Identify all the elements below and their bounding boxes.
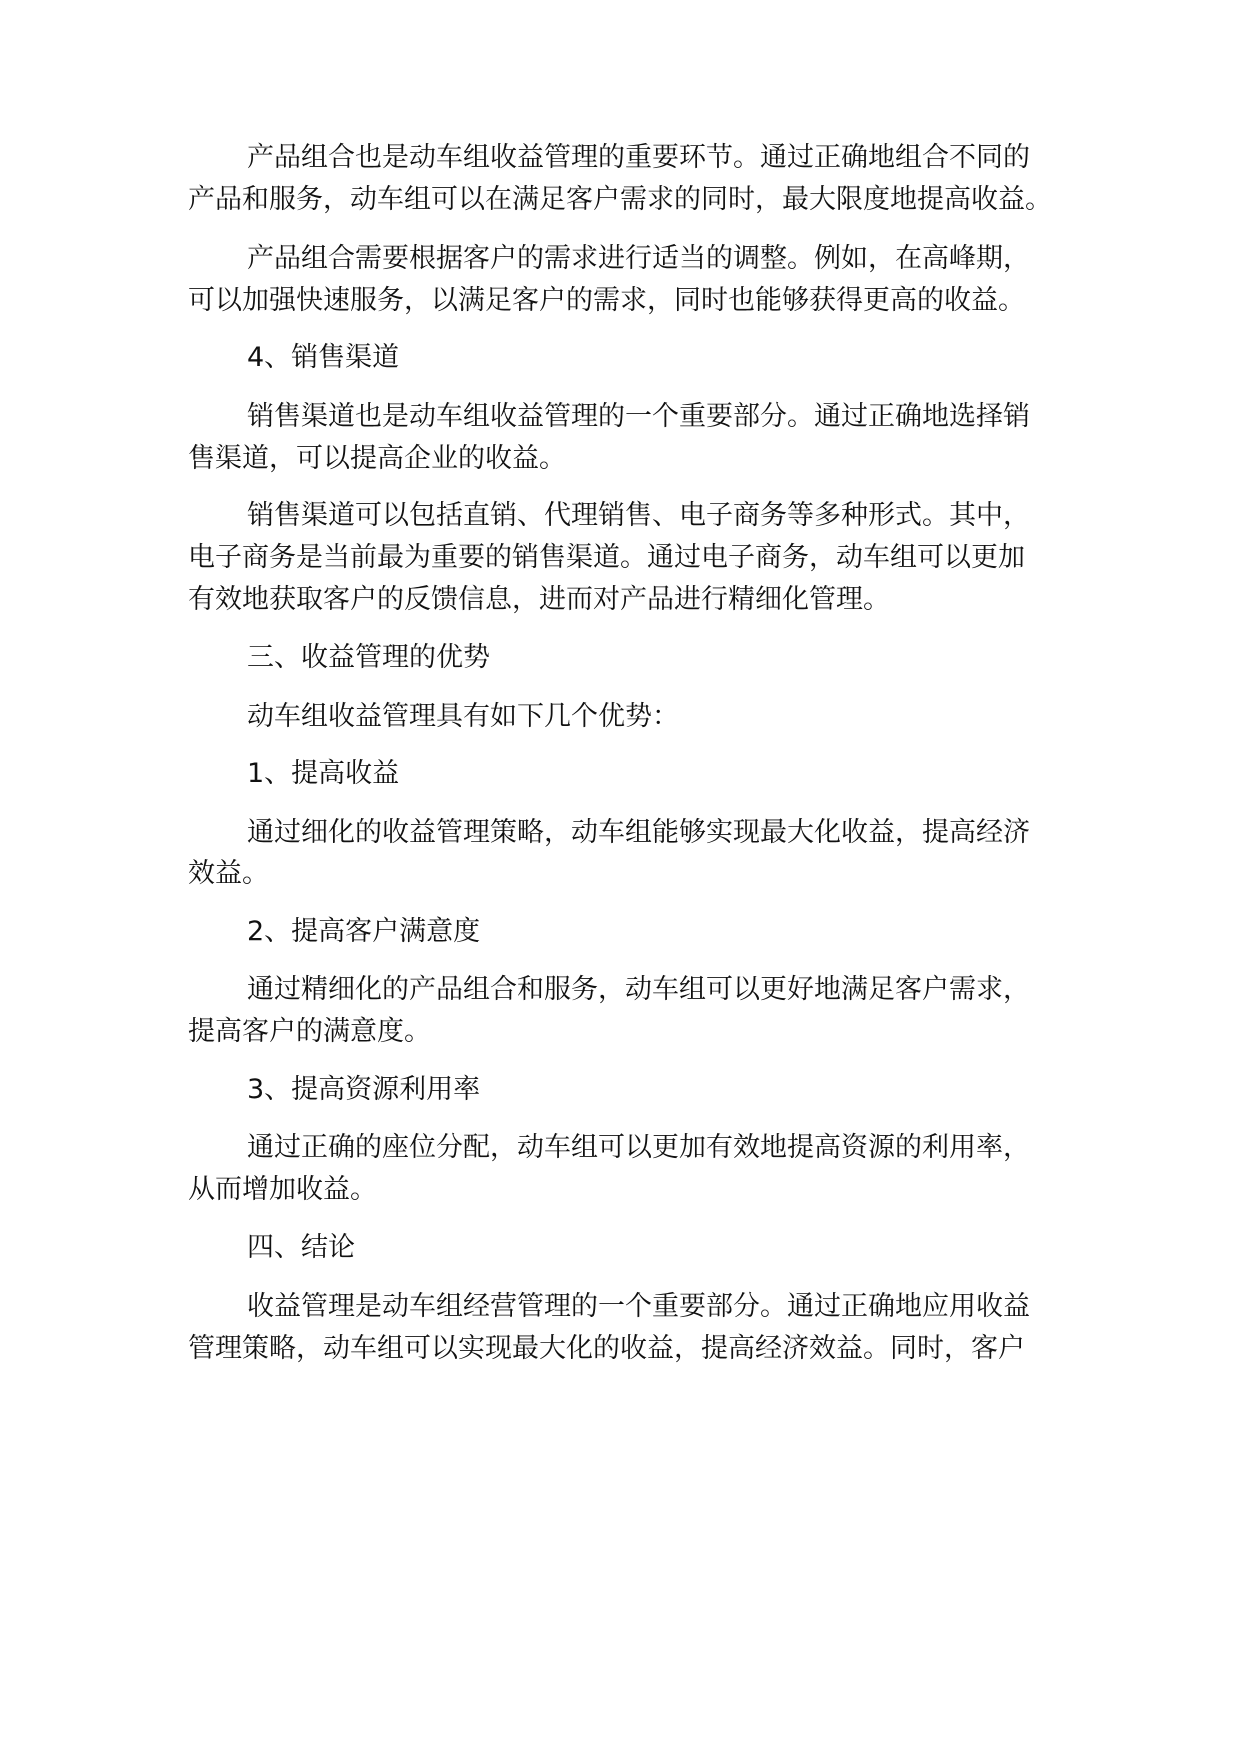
text-line: 管理策略，动车组可以实现最大化的收益，提高经济效益。同时，客户 [188,1333,1025,1364]
text-line: 通过正确的座位分配，动车组可以更加有效地提高资源的利用率， [247,1132,1030,1163]
text-line: 通过细化的收益管理策略，动车组能够实现最大化收益，提高经济 [247,817,1030,848]
text-line: 产品和服务，动车组可以在满足客户需求的同时，最大限度地提高收益。 [188,184,1052,215]
text-line: 产品组合也是动车组收益管理的重要环节。通过正确地组合不同的 [247,142,1030,173]
text-line: 通过精细化的产品组合和服务，动车组可以更好地满足客户需求， [247,974,1030,1005]
section-heading: 3、提高资源利用率 [247,1074,481,1105]
section-heading: 四、结论 [247,1232,355,1263]
text-line: 提高客户的满意度。 [188,1016,431,1047]
text-line: 售渠道，可以提高企业的收益。 [188,443,566,474]
text-line: 动车组收益管理具有如下几个优势： [247,701,679,732]
section-heading: 2、提高客户满意度 [247,916,481,947]
text-line: 收益管理是动车组经营管理的一个重要部分。通过正确地应用收益 [247,1291,1030,1322]
text-line: 销售渠道可以包括直销、代理销售、电子商务等多种形式。其中， [247,500,1030,531]
text-line: 从而增加收益。 [188,1174,377,1205]
text-line: 电子商务是当前最为重要的销售渠道。通过电子商务，动车组可以更加 [188,542,1025,573]
text-line: 可以加强快速服务，以满足客户的需求，同时也能够获得更高的收益。 [188,285,1025,316]
text-line: 效益。 [188,858,269,889]
text-line: 销售渠道也是动车组收益管理的一个重要部分。通过正确地选择销 [247,401,1030,432]
section-heading: 1、提高收益 [247,758,400,789]
text-line: 产品组合需要根据客户的需求进行适当的调整。例如，在高峰期， [247,243,1030,274]
section-heading: 4、销售渠道 [247,342,400,373]
section-heading: 三、收益管理的优势 [247,642,490,673]
text-line: 有效地获取客户的反馈信息，进而对产品进行精细化管理。 [188,584,890,615]
